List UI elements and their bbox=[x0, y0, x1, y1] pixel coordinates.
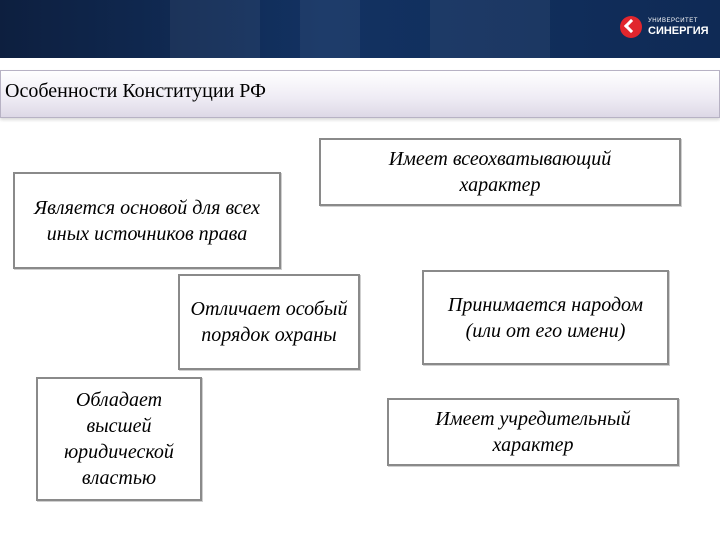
feature-card-supreme-legal-force bbox=[36, 377, 202, 501]
feature-text: Имеет учредительный характер bbox=[435, 408, 631, 456]
header-decor-stripe bbox=[430, 0, 550, 58]
feature-text: Обладает высшей юридической властью bbox=[64, 389, 174, 489]
feature-text: Отличает особый порядок охраны bbox=[190, 298, 348, 346]
title-bar bbox=[0, 70, 720, 118]
feature-text: Является основой для всех иных источников права bbox=[34, 196, 260, 245]
header-decor-stripe bbox=[300, 0, 360, 58]
feature-card-special-protection bbox=[178, 274, 360, 370]
feature-text: Имеет всеохватывающий характер bbox=[388, 148, 612, 196]
university-logo bbox=[648, 17, 709, 37]
feature-card-comprehensive bbox=[319, 138, 681, 206]
feature-card-basis-of-law bbox=[13, 172, 281, 269]
page-title: Особенности Конституции РФ bbox=[5, 80, 266, 102]
university-logo-icon bbox=[620, 16, 642, 38]
feature-text: Принимается народом (или от его имени) bbox=[447, 293, 644, 342]
logo-brand-name: СИНЕРГИЯ bbox=[648, 25, 709, 37]
feature-card-constituent bbox=[387, 398, 679, 466]
header-decor-stripe bbox=[170, 0, 260, 58]
feature-card-adopted-by-people bbox=[422, 270, 669, 365]
header-banner bbox=[0, 0, 720, 58]
logo-caption: УНИВЕРСИТЕТ bbox=[648, 18, 698, 24]
